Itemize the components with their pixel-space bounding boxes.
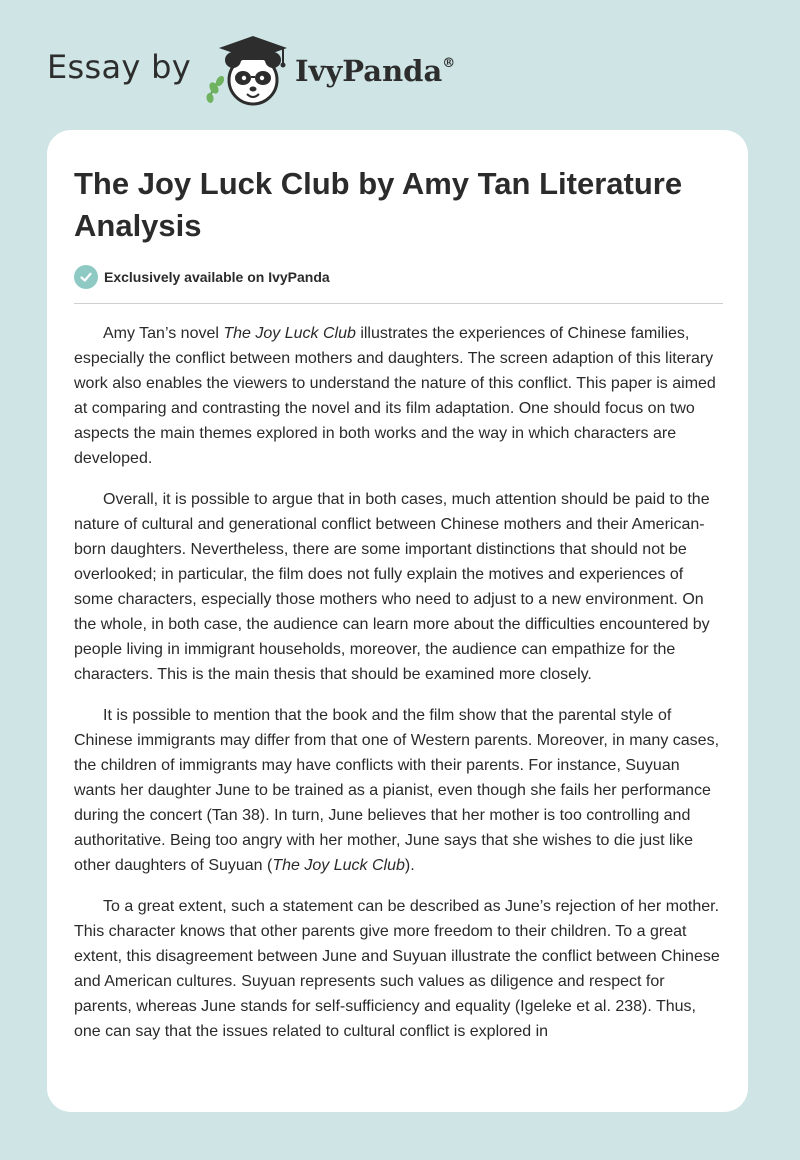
site-header bbox=[47, 34, 527, 114]
paragraph: Amy Tan’s novel The Joy Luck Club illustrates the experiences of Chinese families, especially the conflict between mothers and daughters. The screen adaption of this literary work also enables the viewers to understand the nature of this conflict. This paper is aimed at comparing and contrasting the novel and its film adaptation. One should focus on two aspects the main themes explored in both works and the way in which characters are developed. bbox=[74, 325, 716, 467]
exclusive-badge bbox=[74, 264, 330, 290]
paragraph: To a great extent, such a statement can be described as June’s rejection of her mother. This character knows that other parents give more freedom to their children. To a great extent, this disagreement between June and Suyuan illustrate the conflict between Chinese and American cultures. Suyuan represents such values as diligence and respect for parents, whereas June stands for self-sufficiency and equality (Igeleke et al. 238). Thus, one can say that the issues related to cultural conflict is explored in bbox=[74, 898, 720, 1040]
paragraph: Overall, it is possible to argue that in both cases, much attention should be paid to the nature of cultural and generational conflict between Chinese mothers and their American-born daughters. Nevertheless, there are some important distinctions that should not be overlooked; in particular, the film does not fully explain the motives and experiences of some characters, especially those mothers who need to adjust to a new environment. On the whole, in both case, the audience can learn more about the difficulties encountered by people living in immigrant households, moreover, the audience can empathize for the characters. This is the main thesis that should be examined more closely. bbox=[74, 491, 710, 683]
check-circle-icon bbox=[74, 265, 98, 289]
panda-graduate-icon[interactable] bbox=[205, 34, 291, 108]
book-title-italic: The Joy Luck Club bbox=[223, 325, 356, 342]
paragraph: It is possible to mention that the book and the film show that the parental style of Chinese immigrants may differ from that one of Western parents. Moreover, in many cases, the children of immigrants may have conflicts with their parents. For instance, Suyuan wants her daughter June to be trained as a pianist, even though she fails her performance during the concert (Tan 38). In turn, June believes that her mother is too controlling and authoritative. Being too angry with her mother, June says that she wishes to die just like other daughters of Suyuan (The Joy Luck Club). bbox=[74, 707, 720, 874]
article-card bbox=[47, 130, 748, 1112]
badge-label: Exclusively available on IvyPanda bbox=[104, 269, 330, 285]
article-body bbox=[74, 321, 724, 1060]
essay-by-label: Essay by bbox=[47, 48, 191, 86]
film-title-italic: The Joy Luck Club bbox=[272, 857, 405, 874]
registered-mark: ® bbox=[442, 56, 456, 71]
article-title: The Joy Luck Club by Amy Tan Literature Analysis bbox=[74, 166, 683, 243]
divider bbox=[74, 303, 723, 304]
brand-name[interactable]: IvyPanda® bbox=[295, 54, 456, 88]
